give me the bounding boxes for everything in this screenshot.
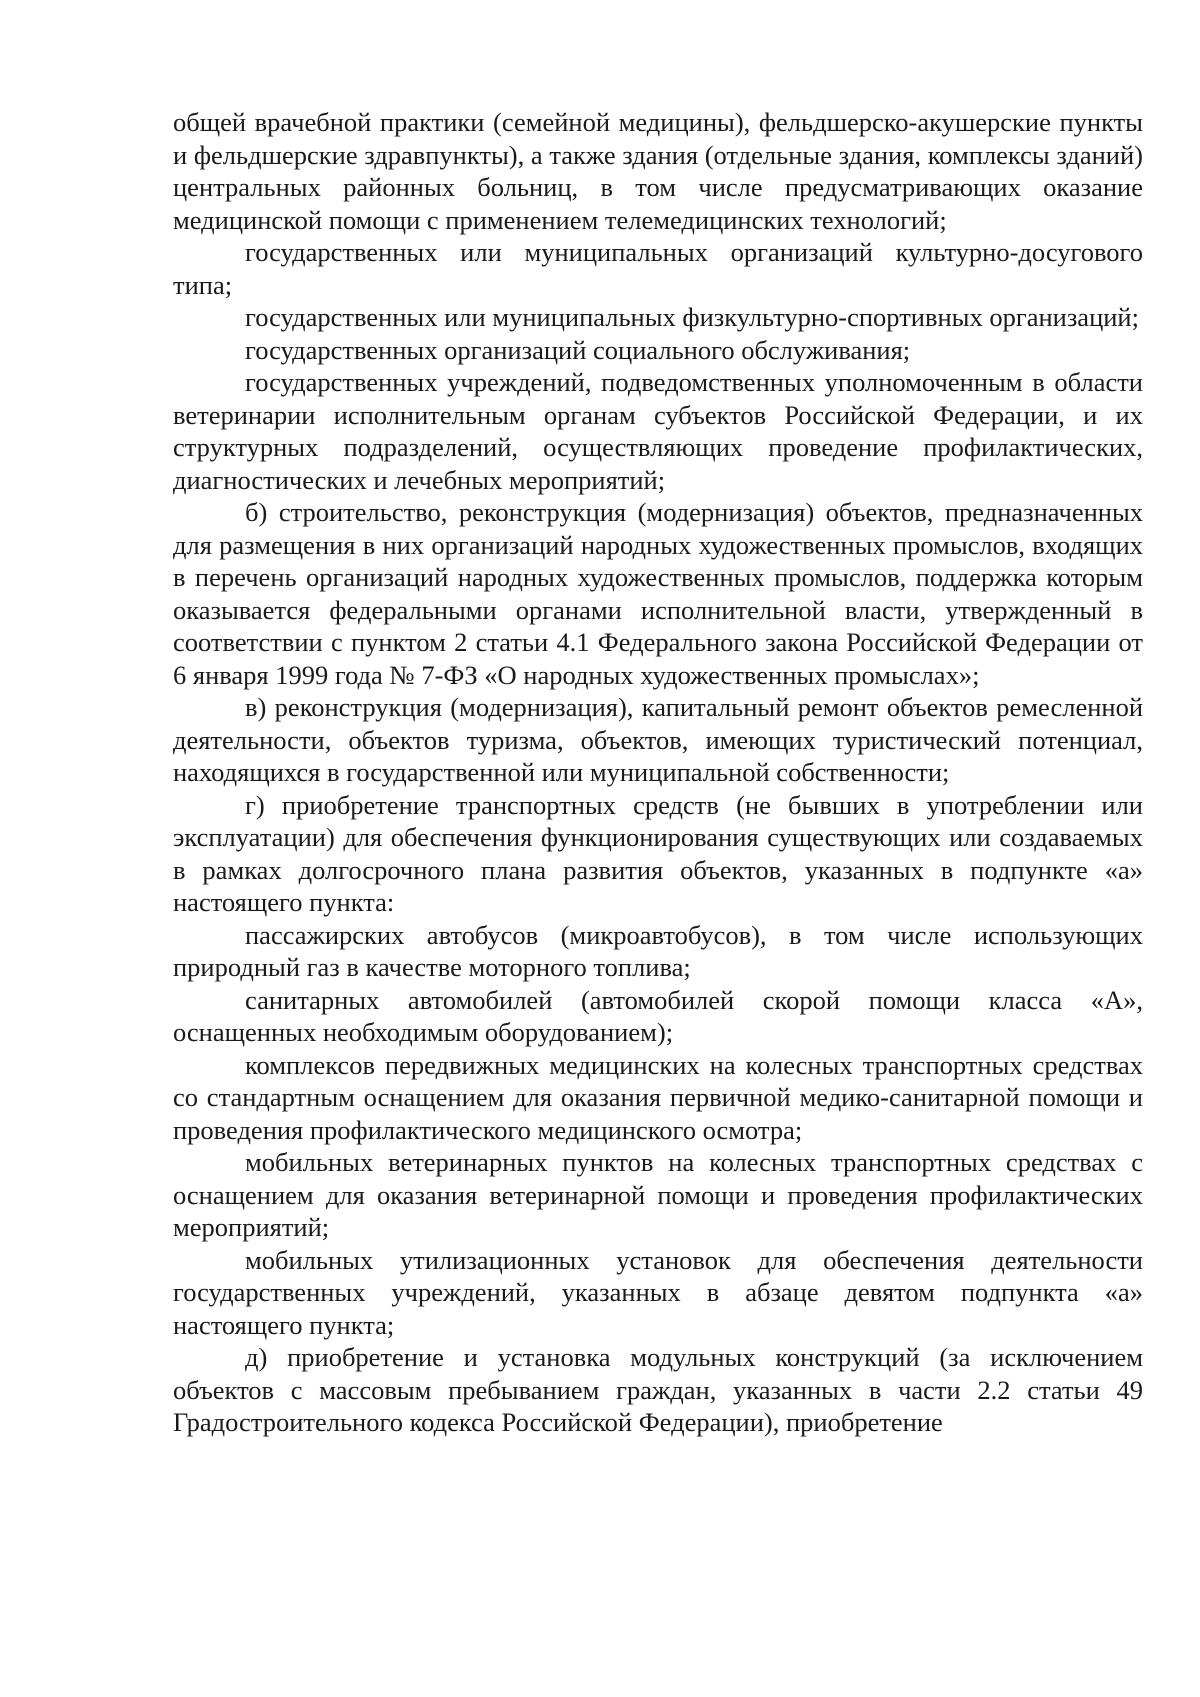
paragraph-social-service-organizations: государственных организаций социального обслуживания; (245, 334, 911, 365)
document-page (173, 106, 1143, 1439)
paragraph-culture-organizations: государственных или муниципальных организаций культурно-досугового типа; (173, 237, 1143, 300)
paragraph-mobile-utilization-units: мобильных утилизационных установок для обеспечения деятельности государственных учреждений, указанных в абзаце девятом подпункта «а» настоящего пункта; (173, 1244, 1143, 1340)
paragraph-sports-organizations: государственных или муниципальных физкультурно-спортивных организаций; (245, 302, 1139, 332)
paragraph-veterinary-institutions: государственных учреждений, подведомственных уполномоченным в области ветеринарии исполнительным органам субъектов Российской Федерации, и их структурных подразделений, осуществляющих проведение профилактических, диагностических и лечебных мероприятий; (173, 367, 1143, 495)
paragraph-medical-buildings-continued: общей врачебной практики (семейной медицины), фельдшерско-акушерские пункты и фельдшерские здравпункты), а также здания (отдельные здания, комплексы зданий) центральных районных больниц, в том числе предусматривающих оказание медицинской помощи с применением телемедицинских технологий; (173, 107, 1143, 235)
paragraph-mobile-veterinary-points: мобильных ветеринарных пунктов на колесных транспортных средствах с оснащением для оказания ветеринарной помощи и проведения профилактических мероприятий; (173, 1147, 1143, 1242)
paragraph-passenger-buses: пассажирских автобусов (микроавтобусов), в том числе использующих природный газ в качестве моторного топлива; (173, 919, 1143, 982)
paragraph-item-d-modular-constructions: д) приобретение и установка модульных конструкций (за исключением объектов с массовым пребыванием граждан, указанных в части 2.2 статьи 49 Градостроительного кодекса Российской Федерации), приобретение (173, 1342, 1143, 1437)
paragraph-item-b-folk-crafts: б) строительство, реконструкция (модернизация) объектов, предназначенных для размещения в них организаций народных художественных промыслов, входящих в перечень организаций народных художественных промыслов, поддержка которым оказывается федеральными органами исполнительной власти, утвержденный в соответствии с пунктом 2 статьи 4.1 Федерального закона Российской Федерации от 6 января 1999 года № 7-ФЗ «О народных художественных промыслах»; (173, 497, 1143, 690)
paragraph-item-g-vehicles: г) приобретение транспортных средств (не бывших в употреблении или эксплуатации) для обеспечения функционирования существующих или создаваемых в рамках долгосрочного плана развития объектов, указанных в подпункте «а» настоящего пункта: (173, 789, 1143, 917)
paragraph-ambulances: санитарных автомобилей (автомобилей скорой помощи класса «А», оснащенных необходимым оборудованием); (173, 984, 1143, 1047)
paragraph-item-v-tourism-objects: в) реконструкция (модернизация), капитальный ремонт объектов ремесленной деятельности, объектов туризма, объектов, имеющих туристический потенциал, находящихся в государственной или муниципальной собственности; (173, 692, 1143, 787)
paragraph-mobile-medical-complexes: комплексов передвижных медицинских на колесных транспортных средствах со стандартным оснащением для оказания первичной медико-санитарной помощи и проведения профилактического медицинского осмотра; (173, 1049, 1143, 1145)
